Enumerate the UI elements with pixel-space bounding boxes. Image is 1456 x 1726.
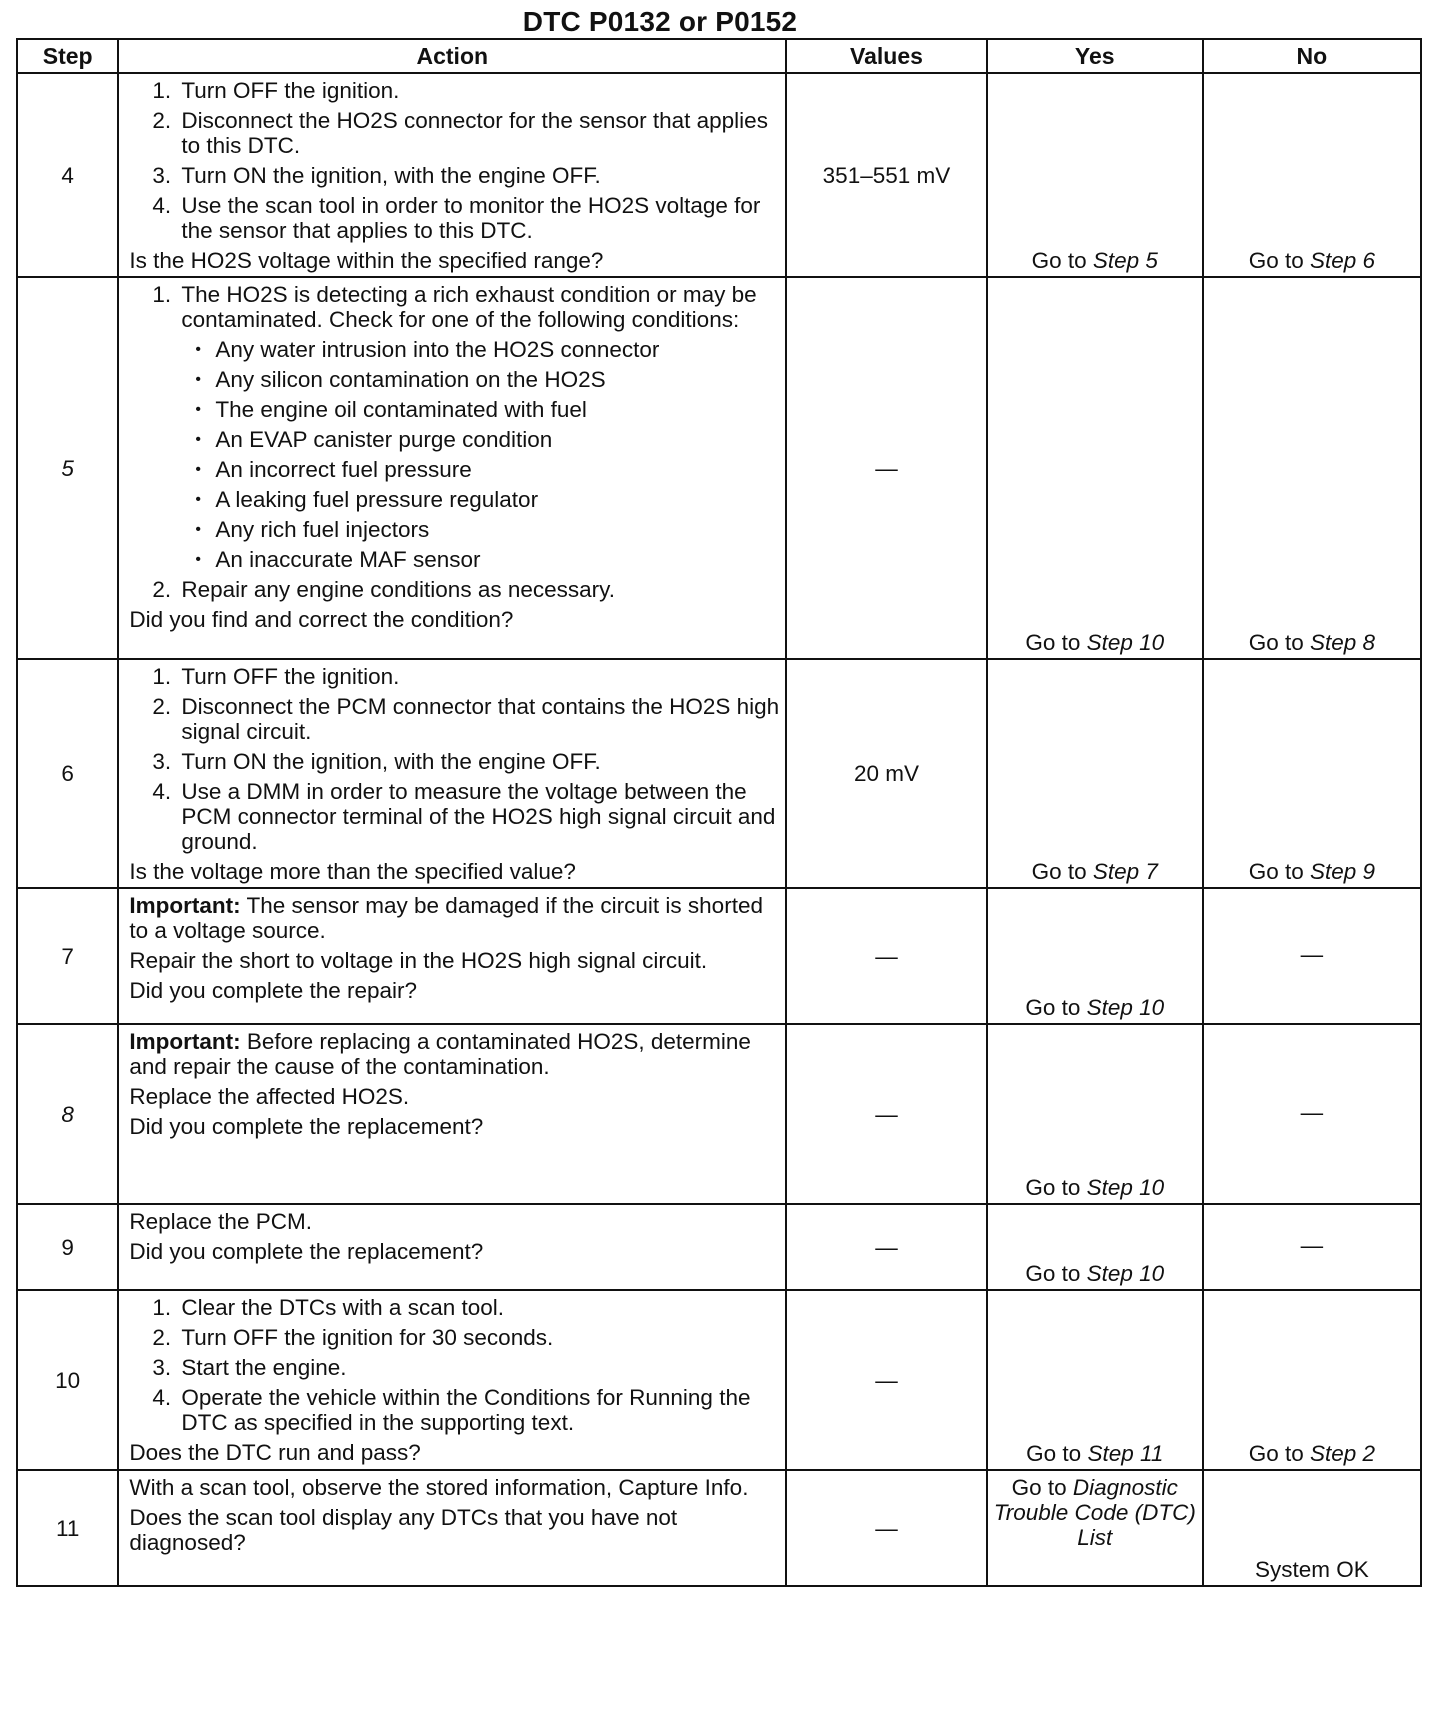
instruction-item: 2. Disconnect the HO2S connector for the sensor that applies to this DTC. [177, 108, 779, 158]
go-to-text: Go to [1025, 1175, 1081, 1200]
action-cell [118, 659, 786, 888]
header-no: No [1203, 39, 1421, 73]
table-row [17, 73, 1421, 277]
instruction-list [129, 282, 779, 607]
no-cell [1203, 73, 1421, 277]
header-values: Values [786, 39, 987, 73]
instruction-item [177, 282, 779, 572]
no-cell [1203, 659, 1421, 888]
step-reference: Step 7 [1092, 859, 1158, 884]
value-cell: 20 mV [786, 659, 987, 888]
step-number: 5 [17, 277, 118, 659]
step-reference: Step 5 [1092, 248, 1158, 273]
no-cell [1203, 277, 1421, 659]
step-reference: Step 10 [1086, 1261, 1165, 1286]
yes-cell [987, 1290, 1203, 1470]
action-cell [118, 277, 786, 659]
diagnostic-table [16, 38, 1422, 1587]
go-to-text: Go to [1025, 995, 1081, 1020]
step-reference: Step 6 [1309, 248, 1376, 273]
go-to-text: Go to [1025, 1261, 1081, 1286]
question: Is the HO2S voltage within the specified range? [129, 248, 604, 273]
yes-cell [987, 1024, 1203, 1204]
instruction-item: 4. Operate the vehicle within the Conditions for Running the DTC as specified in the supporting text. [177, 1385, 779, 1435]
yes-cell [987, 659, 1203, 888]
no-cell: System OK [1203, 1470, 1421, 1586]
page-title: DTC P0132 or P0152 [522, 6, 798, 37]
go-to-text: Go to [1031, 248, 1087, 273]
action-text: With a scan tool, observe the stored information, Capture Info. [129, 1475, 749, 1500]
important-note [129, 1029, 779, 1079]
important-note [129, 893, 779, 943]
condition-item: • An EVAP canister purge condition [215, 427, 779, 452]
value-cell: — [786, 1204, 987, 1290]
action-cell [118, 1204, 786, 1290]
value-cell: — [786, 277, 987, 659]
instruction-item: 4. Use a DMM in order to measure the voltage between the PCM connector terminal of the HO2S high signal circuit and ground. [177, 779, 779, 854]
instruction-item: 1. Turn OFF the ignition. [177, 664, 779, 689]
instruction-item: 3. Start the engine. [177, 1355, 779, 1380]
action-cell [118, 888, 786, 1024]
no-cell: — [1203, 1204, 1421, 1290]
condition-item: • The engine oil contaminated with fuel [215, 397, 779, 422]
step-reference: Step 9 [1309, 859, 1376, 884]
important-text: Before replacing a contaminated HO2S, determine and repair the cause of the contamination. [129, 1029, 751, 1079]
step-reference: Step 10 [1086, 630, 1165, 655]
go-to-text: Go to [1026, 1441, 1082, 1466]
step-number: 6 [17, 659, 118, 888]
question: Does the scan tool display any DTCs that you have not diagnosed? [129, 1505, 678, 1555]
instruction-item: 2. Disconnect the PCM connector that contains the HO2S high signal circuit. [177, 694, 779, 744]
condition-item: • Any water intrusion into the HO2S connector [215, 337, 779, 362]
instruction-item: 3. Turn ON the ignition, with the engine OFF. [177, 749, 779, 774]
step-reference: Step 8 [1309, 630, 1376, 655]
important-label: Important: [129, 1029, 241, 1054]
question: Did you complete the replacement? [129, 1239, 484, 1264]
yes-cell [987, 1204, 1203, 1290]
instruction-item: 1. Clear the DTCs with a scan tool. [177, 1295, 779, 1320]
table-row [17, 1290, 1421, 1470]
go-to-text: Go to [1248, 630, 1304, 655]
step-number: 8 [17, 1024, 118, 1204]
table-row [17, 1204, 1421, 1290]
go-to-text: Go to [1011, 1475, 1067, 1500]
header-step: Step [17, 39, 118, 73]
condition-item: • An inaccurate MAF sensor [215, 547, 779, 572]
yes-cell [987, 73, 1203, 277]
step-number: 9 [17, 1204, 118, 1290]
important-text: The sensor may be damaged if the circuit is shorted to a voltage source. [129, 893, 763, 943]
question: Is the voltage more than the specified value? [129, 859, 576, 884]
no-cell [1203, 1290, 1421, 1470]
step-number: 7 [17, 888, 118, 1024]
value-cell: 351–551 mV [786, 73, 987, 277]
condition-item: • A leaking fuel pressure regulator [215, 487, 779, 512]
go-to-text: Go to [1248, 248, 1304, 273]
instruction-list [129, 664, 779, 859]
table-row [17, 659, 1421, 888]
yes-cell [987, 277, 1203, 659]
action-cell [118, 1024, 786, 1204]
condition-item: • An incorrect fuel pressure [215, 457, 779, 482]
table-header-row [17, 39, 1421, 73]
instruction-list [129, 1295, 779, 1440]
go-to-text: Go to [1248, 1441, 1304, 1466]
header-yes: Yes [987, 39, 1203, 73]
instruction-item: 3. Turn ON the ignition, with the engine OFF. [177, 163, 779, 188]
important-label: Important: [129, 893, 241, 918]
question: Did you find and correct the condition? [129, 607, 514, 632]
action-text: Replace the PCM. [129, 1209, 312, 1234]
go-to-text: Go to [1025, 630, 1081, 655]
instruction-item: 2. Turn OFF the ignition for 30 seconds. [177, 1325, 779, 1350]
table-row [17, 888, 1421, 1024]
action-cell [118, 1290, 786, 1470]
condition-item: • Any silicon contamination on the HO2S [215, 367, 779, 392]
action-cell [118, 1470, 786, 1586]
action-text: Replace the affected HO2S. [129, 1084, 410, 1109]
instruction-item: 4. Use the scan tool in order to monitor the HO2S voltage for the sensor that applies to this DTC. [177, 193, 779, 243]
yes-cell [987, 1470, 1203, 1586]
no-cell: — [1203, 1024, 1421, 1204]
instruction-item: 1. Turn OFF the ignition. [177, 78, 779, 103]
table-row [17, 1470, 1421, 1586]
step-reference: Step 2 [1309, 1441, 1376, 1466]
action-cell [118, 73, 786, 277]
condition-item: • Any rich fuel injectors [215, 517, 779, 542]
table-row [17, 1024, 1421, 1204]
value-cell: — [786, 1470, 987, 1586]
action-text: Repair the short to voltage in the HO2S high signal circuit. [129, 948, 708, 973]
yes-cell [987, 888, 1203, 1024]
step-reference: Diagnostic Trouble Code (DTC) List [993, 1475, 1196, 1550]
step-number: 10 [17, 1290, 118, 1470]
step-reference: Step 11 [1087, 1441, 1164, 1466]
value-cell: — [786, 1290, 987, 1470]
question: Did you complete the repair? [129, 978, 418, 1003]
instruction-text: The HO2S is detecting a rich exhaust condition or may be contaminated. Check for one of the following conditions: [181, 282, 757, 332]
step-number: 11 [17, 1470, 118, 1586]
condition-list [181, 337, 779, 572]
value-cell: — [786, 888, 987, 1024]
step-reference: Step 10 [1086, 995, 1165, 1020]
table-row [17, 277, 1421, 659]
go-to-text: Go to [1031, 859, 1087, 884]
value-cell: — [786, 1024, 987, 1204]
question: Does the DTC run and pass? [129, 1440, 421, 1465]
instruction-list [129, 78, 779, 248]
step-reference: Step 10 [1086, 1175, 1165, 1200]
header-action: Action [118, 39, 786, 73]
go-to-text: Go to [1248, 859, 1304, 884]
no-cell: — [1203, 888, 1421, 1024]
instruction-item: 2. Repair any engine conditions as necessary. [177, 577, 779, 602]
question: Did you complete the replacement? [129, 1114, 484, 1139]
step-number: 4 [17, 73, 118, 277]
